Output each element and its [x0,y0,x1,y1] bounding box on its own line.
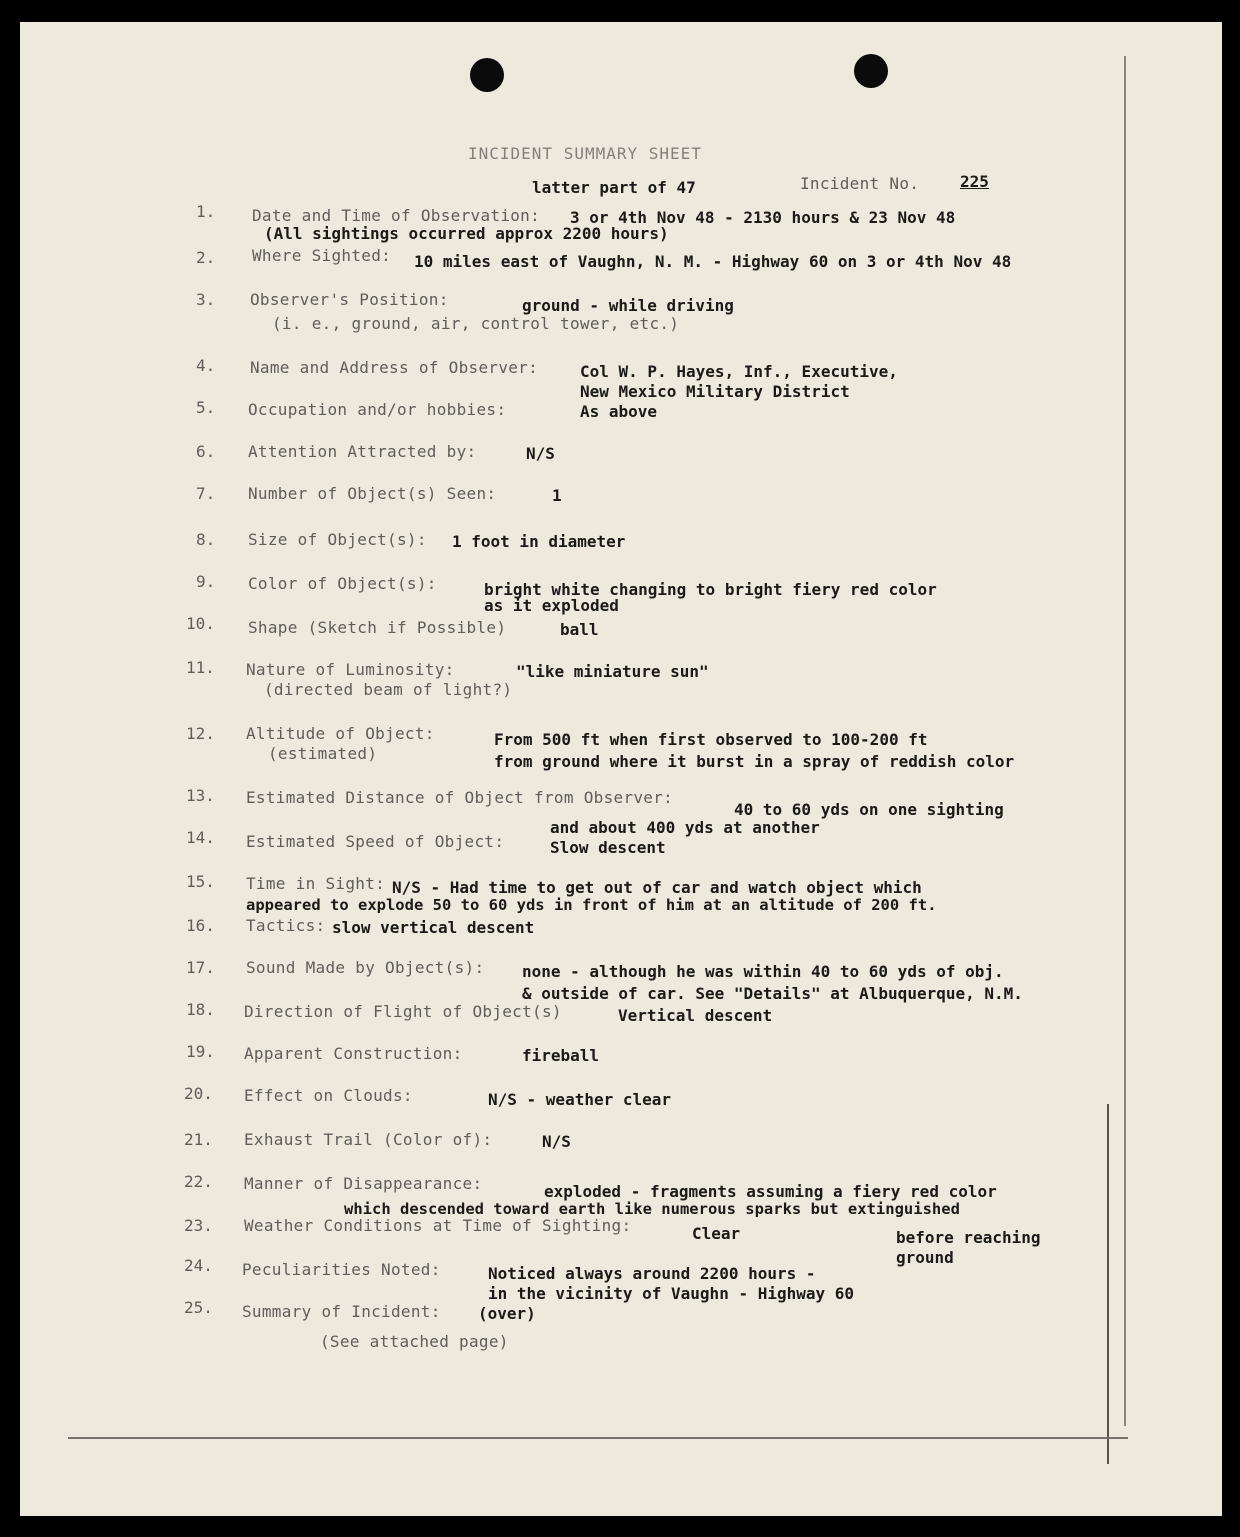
item-23-answer-line3: ground [896,1248,954,1267]
item-20-label: Effect on Clouds: [244,1086,413,1105]
item-13-label: Estimated Distance of Object from Observer: [246,788,674,807]
incident-number-label: Incident No. [800,174,920,193]
item-11-note: (directed beam of light?) [264,680,513,699]
item-16-answer: slow vertical descent [332,918,535,937]
item-2-number: 2. [196,248,216,267]
item-17-answer-line2: & outside of car. See "Details" at Albuquerque, N.M. [522,984,1023,1003]
item-11-label: Nature of Luminosity: [246,660,455,679]
item-12-number: 12. [186,724,215,743]
item-13-answer: 40 to 60 yds on one sighting [734,800,1004,819]
item-15-answer: N/S - Had time to get out of car and watch object which [392,878,922,897]
item-9-label: Color of Object(s): [248,574,437,593]
right-margin-rule-lower [1107,1104,1109,1464]
item-21-number: 21. [184,1130,213,1149]
item-1-number: 1. [196,202,216,221]
item-24-answer-line2: in the vicinity of Vaughn - Highway 60 [488,1284,855,1303]
item-7-label: Number of Object(s) Seen: [248,484,497,503]
item-7-answer: 1 [552,486,562,505]
item-20-number: 20. [184,1084,213,1103]
item-19-label: Apparent Construction: [244,1044,463,1063]
item-9-answer: bright white changing to bright fiery red color [484,580,937,599]
item-4-label: Name and Address of Observer: [250,358,539,377]
item-6-label: Attention Attracted by: [248,442,477,461]
item-18-label: Direction of Flight of Object(s) [244,1002,562,1021]
punch-hole-left [470,58,504,92]
item-15-answer-line2: appeared to explode 50 to 60 yds in front of him at an altitude of 200 ft. [246,896,937,914]
item-12-label: Altitude of Object: [246,724,435,743]
item-10-answer: ball [560,620,599,639]
item-22-label: Manner of Disappearance: [244,1174,483,1193]
item-12-answer: From 500 ft when first observed to 100-200 ft [494,730,928,749]
item-14-answer: Slow descent [550,838,666,857]
item-22-answer-line2: which descended toward earth like numerous sparks but extinguished [344,1200,960,1218]
item-16-label: Tactics: [246,916,326,935]
item-12-note: (estimated) [268,744,378,763]
item-11-answer: "like miniature sun" [516,662,709,681]
item-23-label: Weather Conditions at Time of Sighting: [244,1216,632,1235]
item-1-note: (All sightings occurred approx 2200 hours) [264,224,669,243]
incident-number: 225 [960,172,989,191]
item-25-note: (See attached page) [320,1332,509,1351]
item-7-number: 7. [196,484,216,503]
item-20-answer: N/S - weather clear [488,1090,672,1109]
item-21-answer: N/S [542,1132,571,1151]
item-1-answer: 3 or 4th Nov 48 - 2130 hours & 23 Nov 48 [570,208,956,227]
item-24-label: Peculiarities Noted: [242,1260,441,1279]
item-21-label: Exhaust Trail (Color of): [244,1130,493,1149]
item-6-answer: N/S [526,444,555,463]
item-5-label: Occupation and/or hobbies: [248,400,507,419]
item-16-number: 16. [186,916,215,935]
item-22-number: 22. [184,1172,213,1191]
item-18-answer: Vertical descent [618,1006,773,1025]
item-13-number: 13. [186,786,215,805]
document-page [20,22,1222,1516]
item-10-label: Shape (Sketch if Possible) [248,618,507,637]
item-3-answer: ground - while driving [522,296,734,315]
item-1-label: Date and Time of Observation: [252,206,541,225]
item-18-number: 18. [186,1000,215,1019]
item-3-label: Observer's Position: [250,290,449,309]
item-19-answer: fireball [522,1046,600,1065]
item-25-answer: (over) [478,1304,536,1323]
item-15-label: Time in Sight: [246,874,386,893]
item-6-number: 6. [196,442,216,461]
item-25-number: 25. [184,1298,213,1317]
right-margin-rule [1124,56,1126,1426]
form-title: INCIDENT SUMMARY SHEET [468,144,702,163]
item-11-number: 11. [186,658,215,677]
item-17-number: 17. [186,958,215,977]
item-15-number: 15. [186,872,215,891]
item-9-answer-line2: as it exploded [484,596,619,615]
item-2-label: Where Sighted: [252,246,392,265]
item-10-number: 10. [186,614,215,633]
item-17-answer: none - although he was within 40 to 60 yds of obj. [522,962,1004,981]
punch-hole-right [854,54,888,88]
item-9-number: 9. [196,572,216,591]
item-2-answer: 10 miles east of Vaughn, N. M. - Highway 60 on 3 or 4th Nov 48 [414,252,1012,271]
item-22-answer: exploded - fragments assuming a fiery red color [544,1182,997,1201]
item-14-number: 14. [186,828,215,847]
item-3-number: 3. [196,290,216,309]
item-8-answer: 1 foot in diameter [452,532,626,551]
item-4-answer-line2: New Mexico Military District [580,382,850,401]
item-25-label: Summary of Incident: [242,1302,441,1321]
date-note: latter part of 47 [532,178,696,197]
item-23-number: 23. [184,1216,213,1235]
item-8-label: Size of Object(s): [248,530,427,549]
item-23-answer: Clear [692,1224,741,1243]
item-23-answer-line2: before reaching [896,1228,1041,1247]
item-19-number: 19. [186,1042,215,1061]
item-13-answer-line2: and about 400 yds at another [550,818,820,837]
item-17-label: Sound Made by Object(s): [246,958,485,977]
bottom-rule [68,1437,1128,1439]
item-24-answer: Noticed always around 2200 hours - [488,1264,816,1283]
item-24-number: 24. [184,1256,213,1275]
item-14-label: Estimated Speed of Object: [246,832,505,851]
item-3-note: (i. e., ground, air, control tower, etc.) [272,314,680,333]
item-4-number: 4. [196,356,216,375]
item-4-answer: Col W. P. Hayes, Inf., Executive, [580,362,898,381]
item-12-answer-line2: from ground where it burst in a spray of reddish color [494,752,1015,771]
item-5-answer: As above [580,402,658,421]
item-8-number: 8. [196,530,216,549]
item-5-number: 5. [196,398,216,417]
